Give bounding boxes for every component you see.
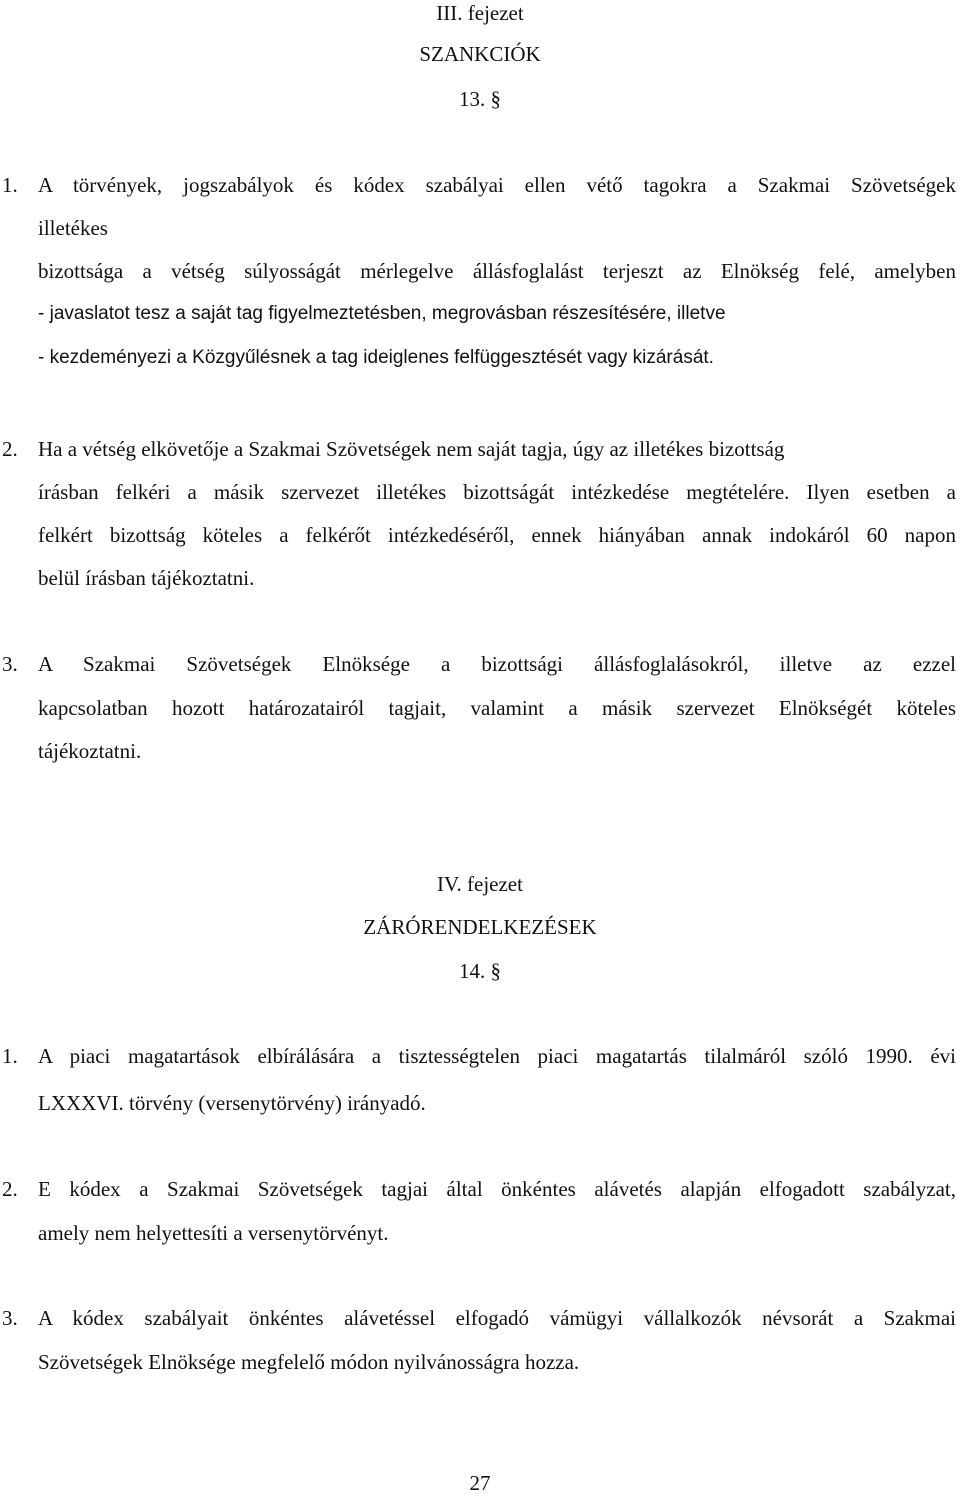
chapter-3-title: III. fejezet [436,1,524,25]
paragraph-line: A Szakmai Szövetségek Elnöksége a bizottsági állásfoglalásokról, illetve az ezzel [38,652,956,676]
page-number: 27 [469,1471,491,1495]
paragraph-number: 2. [2,437,18,461]
section-14-heading: 14. § [459,959,501,983]
paragraph-line: Ha a vétség elkövetője a Szakmai Szövetségek nem saját tagja, úgy az illetékes bizottság [38,437,785,461]
paragraph-line: kapcsolatban hozott határozatairól tagjait, valamint a másik szervezet Elnökségét köteles [38,696,956,720]
paragraph-line: írásban felkéri a másik szervezet illetékes bizottságát intézkedése megtételére. Ilyen esetben a [38,480,956,504]
paragraph-number: 3. [2,1306,18,1330]
paragraph-number: 2. [2,1177,18,1201]
chapter-3-subtitle: SZANKCIÓK [419,42,541,66]
paragraph-line: belül írásban tájékoztatni. [38,566,255,590]
paragraph-line: illetékes [38,216,108,240]
paragraph-line: - kezdeményezi a Közgyűlésnek a tag ideiglenes felfüggesztését vagy kizárását. [38,347,714,368]
paragraph-line: A piaci magatartások elbírálására a tisztességtelen piaci magatartás tilalmáról szóló 1990. évi [38,1044,956,1068]
paragraph-line: A törvények, jogszabályok és kódex szabályai ellen vétő tagokra a Szakmai Szövetségek [38,173,956,197]
paragraph-number: 3. [2,652,18,676]
paragraph-line: bizottsága a vétség súlyosságát mérlegelve állásfoglalást terjeszt az Elnökség felé, amelyben [38,259,956,283]
paragraph-line: LXXXVI. törvény (versenytörvény) irányadó. [38,1091,426,1115]
paragraph-line: - javaslatot tesz a saját tag figyelmeztetésben, megrovásban részesítésére, illetve [38,303,726,324]
paragraph-line: tájékoztatni. [38,739,142,763]
paragraph-line: E kódex a Szakmai Szövetségek tagjai által önkéntes alávetés alapján elfogadott szabályzat, [38,1177,956,1201]
paragraph-number: 1. [2,1044,18,1068]
paragraph-line: felkért bizottság köteles a felkérőt intézkedéséről, ennek hiányában annak indokáról 60 napon [38,523,956,547]
chapter-4-title: IV. fejezet [437,872,523,896]
paragraph-line: amely nem helyettesíti a versenytörvényt. [38,1221,389,1245]
section-13-heading: 13. § [459,87,501,111]
paragraph-line: A kódex szabályait önkéntes alávetéssel elfogadó vámügyi vállalkozók névsorát a Szakmai [38,1306,956,1330]
paragraph-line: Szövetségek Elnöksége megfelelő módon nyilvánosságra hozza. [38,1350,580,1374]
paragraph-number: 1. [2,173,18,197]
chapter-4-subtitle: ZÁRÓRENDELKEZÉSEK [363,915,597,939]
